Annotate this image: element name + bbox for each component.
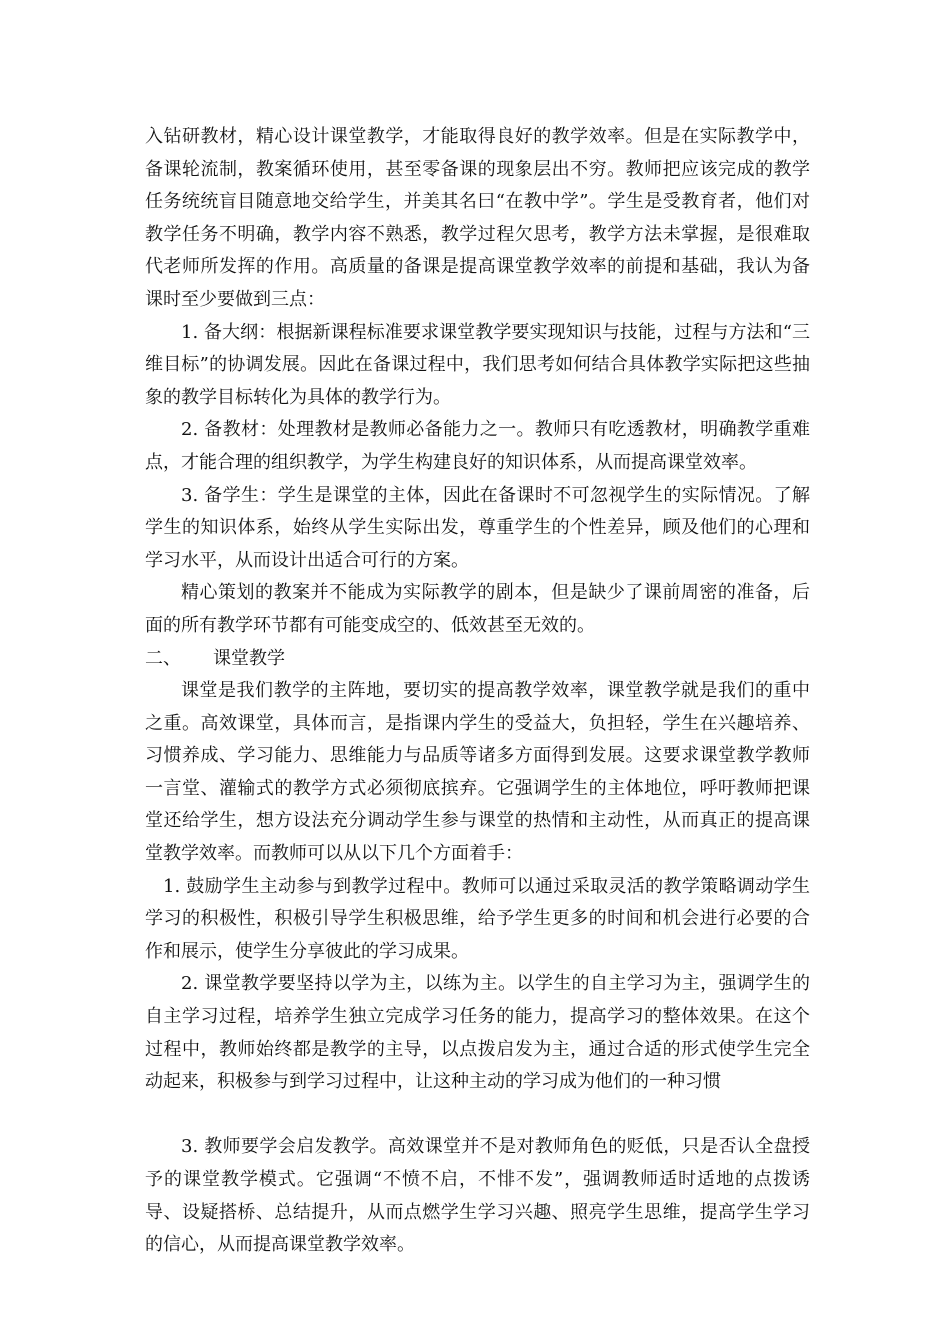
section-heading — [145, 643, 810, 676]
section-heading-number: 二、 — [145, 647, 181, 669]
paragraph-intro: 入钻研教材，精心设计课堂教学，才能取得良好的教学效率。但是在实际教学中，备课轮流制，教案循环使用，甚至零备课的现象层出不穷。教师把应该完成的教学任务统统盲目随意地交给学生，并美其名曰“在教中学”。学生是受教育者，他们对教学任务不明确，教学内容不熟悉，教学过程欠思考，教学方法未掌握，是很难取代老师所发挥的作用。高质量的备课是提高课堂教学效率的前提和基础，我认为备课时至少要做到三点： — [145, 126, 810, 310]
paragraph-prepare-students: 3. 备学生：学生是课堂的主体，因此在备课时不可忽视学生的实际情况。了解学生的知识体系，始终从学生实际出发，尊重学生的个性差异，顾及他们的心理和学习水平，从而设计出适合可行的方案。 — [145, 484, 810, 571]
paragraph-learning-focus: 2. 课堂教学要坚持以学为主，以练为主。以学生的自主学习为主，强调学生的自主学习过程，培养学生独立完成学习任务的能力，提高学习的整体效果。在这个过程中，教师始终都是教学的主导，以点拨启发为主，通过合适的形式使学生完全动起来，积极参与到学习过程中，让这种主动的学习成为他们的一种习惯 — [145, 973, 810, 1093]
paragraph-prepare-syllabus: 1. 备大纲：根据新课程标准要求课堂教学要实现知识与技能，过程与方法和“三维目标”的协调发展。因此在备课过程中，我们思考如何结合具体教学实际把这些抽象的教学目标转化为具体的教学行为。 — [145, 321, 810, 408]
blank-line — [145, 1099, 810, 1132]
paragraph-lesson-plan-note: 精心策划的教案并不能成为实际教学的剧本，但是缺少了课前周密的准备，后面的所有教学环节都有可能变成空的、低效甚至无效的。 — [145, 582, 810, 636]
section-heading-title: 课堂教学 — [213, 647, 285, 669]
document-body — [145, 121, 810, 1262]
paragraph-classroom-intro: 课堂是我们教学的主阵地，要切实的提高教学效率，课堂教学就是我们的重中之重。高效课堂，具体而言，是指课内学生的受益大，负担轻，学生在兴趣培养、习惯养成、学习能力、思维能力与品质等诸多方面得到发展。这要求课堂教学教师一言堂、灌输式的教学方式必须彻底摈弃。它强调学生的主体地位，呼吁教师把课堂还给学生，想方设法充分调动学生参与课堂的热情和主动性，从而真正的提高课堂教学效率。而教师可以从以下几个方面着手： — [145, 680, 810, 865]
paragraph-heuristic-teaching: 3. 教师要学会启发教学。高效课堂并不是对教师角色的贬低，只是否认全盘授予的课堂教学模式。它强调“不愤不启，不悱不发”，强调教师适时适地的点拨诱导、设疑搭桥、总结提升，从而点燃学生学习兴趣、照亮学生思维，提高学生学习的信心，从而提高课堂教学效率。 — [145, 1136, 810, 1256]
paragraph-prepare-textbook: 2. 备教材：处理教材是教师必备能力之一。教师只有吃透教材，明确教学重难点，才能合理的组织教学，为学生构建良好的知识体系，从而提高课堂效率。 — [145, 419, 810, 473]
paragraph-encourage-participation: 1. 鼓励学生主动参与到教学过程中。教师可以通过采取灵活的教学策略调动学生学习的积极性，积极引导学生积极思维，给予学生更多的时间和机会进行必要的合作和展示，使学生分享彼此的学习成果。 — [145, 875, 810, 962]
